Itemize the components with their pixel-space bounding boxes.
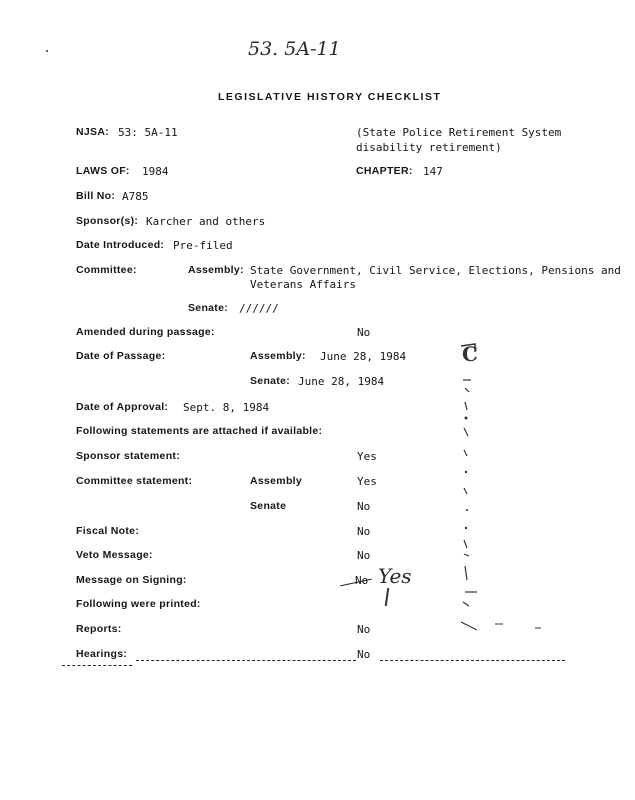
passage-assembly-label: Assembly: xyxy=(250,350,306,362)
njsa-note-line1: (State Police Retirement System xyxy=(356,126,562,139)
approval-value: Sept. 8, 1984 xyxy=(183,401,270,414)
signing-message-label: Message on Signing: xyxy=(76,574,187,586)
fiscal-note-value: No xyxy=(357,525,371,538)
committee-senate-label: Senate: xyxy=(188,302,229,314)
fiscal-note-label: Fiscal Note: xyxy=(76,525,140,537)
committee-assembly-line2: Veterans Affairs xyxy=(250,278,356,291)
hearings-dashed-line-right xyxy=(380,660,565,661)
committee-assembly-line1: State Government, Civil Service, Elections, Pensions and xyxy=(250,264,621,277)
bottom-dashed-line-left xyxy=(62,665,132,666)
date-introduced-label: Date Introduced: xyxy=(76,239,165,251)
reports-label: Reports: xyxy=(76,623,122,635)
committee-senate-value: ////// xyxy=(239,302,279,315)
committee-statement-senate-value: No xyxy=(357,500,371,513)
committee-statement-label: Committee statement: xyxy=(76,475,193,487)
signing-message-handwritten-value: Yes xyxy=(378,564,412,588)
njsa-value: 53: 5A-11 xyxy=(118,126,178,139)
committee-assembly-label: Assembly: xyxy=(188,264,244,276)
njsa-label: NJSA: xyxy=(76,126,110,138)
approval-label: Date of Approval: xyxy=(76,401,169,413)
printed-heading: Following were printed: xyxy=(76,598,201,610)
date-introduced-value: Pre-filed xyxy=(173,239,233,252)
sponsor-label: Sponsor(s): xyxy=(76,215,139,227)
statements-heading: Following statements are attached if available: xyxy=(76,425,323,437)
amended-label: Amended during passage: xyxy=(76,326,215,338)
njsa-note-line2: disability retirement) xyxy=(356,141,502,154)
chapter-value: 147 xyxy=(423,165,443,178)
passage-assembly-date: June 28, 1984 xyxy=(320,350,407,363)
bill-no-label: Bill No: xyxy=(76,190,116,202)
handwritten-stroke xyxy=(385,588,389,606)
committee-statement-assembly-label: Assembly xyxy=(250,475,303,487)
hearings-label: Hearings: xyxy=(76,648,128,660)
passage-senate-label: Senate: xyxy=(250,375,291,387)
scan-speck xyxy=(46,50,48,52)
committee-statement-assembly-value: Yes xyxy=(357,475,377,488)
laws-of-label: LAWS OF: xyxy=(76,165,130,177)
hearings-value: No xyxy=(357,648,371,661)
amended-value: No xyxy=(357,326,371,339)
reports-value: No xyxy=(357,623,371,636)
handwritten-code: 53. 5A-11 xyxy=(248,38,341,60)
sponsor-statement-value: Yes xyxy=(357,450,377,463)
committee-label: Committee: xyxy=(76,264,137,276)
hearings-dashed-line-left xyxy=(136,660,356,661)
chapter-label: CHAPTER: xyxy=(356,165,413,177)
page-title: LEGISLATIVE HISTORY CHECKLIST xyxy=(218,91,442,103)
passage-label: Date of Passage: xyxy=(76,350,166,362)
margin-stamp-artifacts xyxy=(455,340,545,640)
margin-stamp-letter: C xyxy=(462,342,478,366)
passage-senate-date: June 28, 1984 xyxy=(298,375,385,388)
bill-no-value: A785 xyxy=(122,190,149,203)
veto-message-value: No xyxy=(357,549,371,562)
veto-message-label: Veto Message: xyxy=(76,549,153,561)
committee-statement-senate-label: Senate xyxy=(250,500,287,512)
laws-of-value: 1984 xyxy=(142,165,169,178)
signing-message-struck-value: No xyxy=(355,574,369,587)
sponsor-statement-label: Sponsor statement: xyxy=(76,450,180,462)
sponsor-value: Karcher and others xyxy=(146,215,266,228)
